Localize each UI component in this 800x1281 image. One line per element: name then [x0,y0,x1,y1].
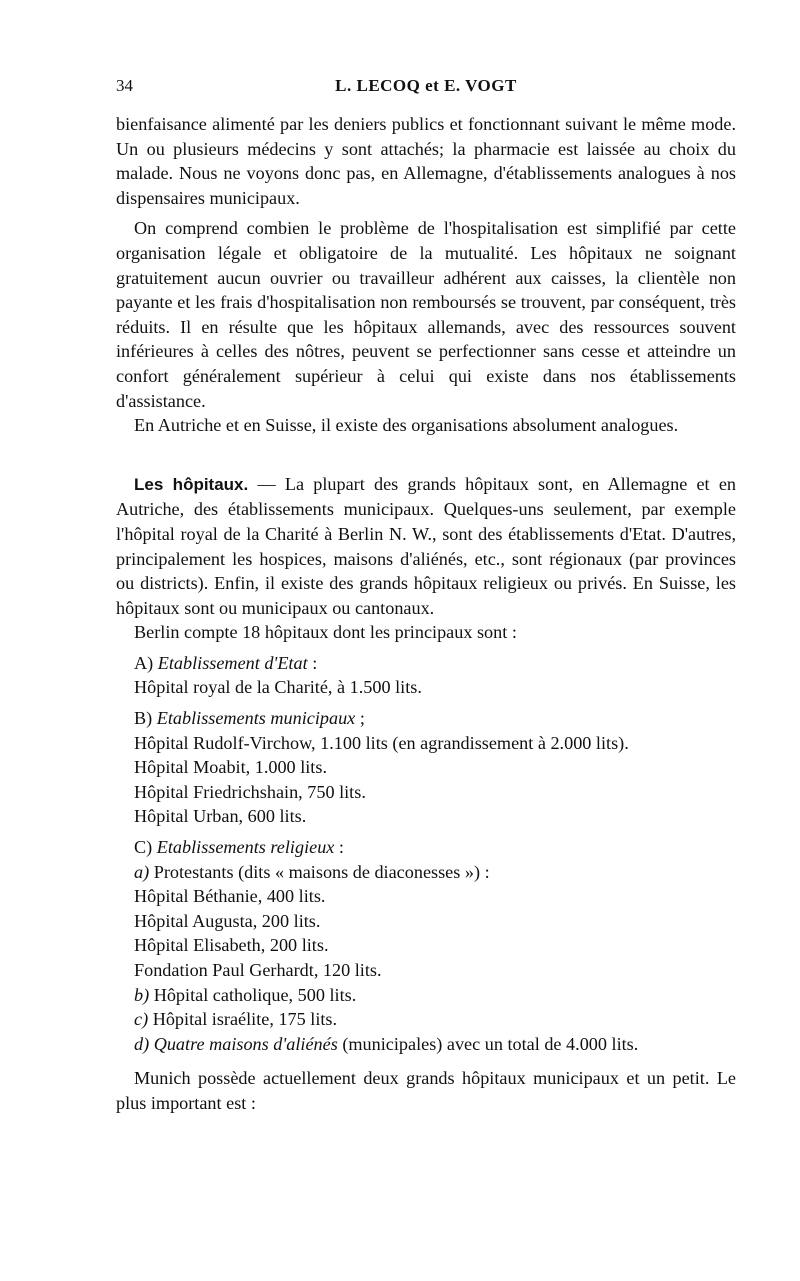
list-c-colon: : [334,837,344,858]
paragraph-berlin: Berlin compte 18 hôpitaux dont les principaux sont : [134,622,517,643]
sub-d-italic: Quatre maisons d'aliénés [153,1033,338,1054]
list-c-title: Etablissements religieux [156,837,335,858]
list-b-heading [134,706,736,731]
sub-c-label: c) [134,1009,149,1030]
list-c-sub-b [134,983,736,1008]
list-item: Hôpital Elisabeth, 200 lits. [134,935,329,956]
list-c [116,835,736,1056]
list-a-heading [134,651,736,676]
sub-a-text: Protestants (dits « maisons de diaconesses ») : [149,861,490,882]
sub-d-text: (municipales) avec un total de 4.000 lits. [337,1033,639,1054]
list-item: Hôpital royal de la Charité, à 1.500 lits. [134,677,422,698]
list-item: Fondation Paul Gerhardt, 120 lits. [134,960,382,980]
list-a-colon: : [307,652,318,673]
list-a-title: Etablissement d'Etat [157,652,308,673]
list-c-label: C) [134,837,153,858]
list-c-sub-d [134,1032,736,1057]
list-a [116,651,736,700]
section-paragraph [116,472,736,621]
list-item: Hôpital Friedrichshain, 750 lits. [134,781,366,802]
list-b-colon: ; [355,708,365,729]
list-b-title: Etablissements municipaux [156,708,356,729]
list-c-sub-a [134,860,736,885]
paragraph-2: On comprend combien le problème de l'hospitalisation est simplifié par cette organisation légale et obligatoire de la mutualité. Les hôpitaux ne soignant gratuitement aucun ouvrier ou travailleur adhérent aux caisses, la clientèle non payante et les frais d'hospitalisation non remboursés se trouvent, par conséquent, très réduits. Il en résulte que les hôpitaux allemands, avec des ressources souvent inférieures à celles des nôtres, peuvent se perfectionner sans cesse et atteindre un confort généralement supérieur à celui qui existe dans nos établissements d'assistance. [116,218,736,411]
list-item: Hôpital Augusta, 200 lits. [134,910,321,931]
list-a-label: A) [134,652,154,673]
running-head: L. LECOQ et E. VOGT [335,76,517,95]
sub-c-text: Hôpital israélite, 175 lits. [148,1009,338,1030]
sub-b-text: Hôpital catholique, 500 lits. [149,984,357,1005]
page-header [116,76,736,102]
sub-d-label: d) [134,1033,150,1054]
page [116,76,736,1116]
paragraph-3: En Autriche et en Suisse, il existe des organisations absolument analogues. [134,415,679,436]
list-item: Hôpital Urban, 600 lits. [134,806,307,827]
list-item: Hôpital Rudolf-Virchow, 1.100 lits (en agrandissement à 2.000 lits). [134,732,629,753]
list-c-sub-c [134,1007,736,1032]
section-text: — La plupart des grands hôpitaux sont, en Allemagne et en Autriche, des établissements municipaux. Quelques-uns seulement, par exemple l'hôpital royal de la Charité à Berlin N. W., sont des établissements d'Etat. D'autres, principalement les hospices, maisons d'aliénés, etc., sont régionaux (par provinces ou districts). Enfin, il existe des grands hôpitaux religieux ou privés. En Suisse, les hôpitaux sont ou municipaux ou cantonaux. [116,473,736,618]
list-b [116,706,736,829]
list-c-heading [134,835,736,860]
paragraph-munich: Munich possède actuellement deux grands hôpitaux municipaux et un petit. Le plus important est : [116,1068,736,1113]
sub-b-label: b) [134,984,150,1005]
section-title: Les hôpitaux. [134,474,249,494]
list-b-label: B) [134,708,153,729]
list-item: Hôpital Moabit, 1.000 lits. [134,757,327,778]
paragraph-1: bienfaisance alimenté par les deniers publics et fonctionnant suivant le même mode. Un ou plusieurs médecins y sont attachés; la pharmacie est laissée au choix du malade. Nous ne voyons donc pas, en Allemagne, d'établissements analogues à nos dispensaires municipaux. [116,114,736,208]
page-body [116,112,736,1116]
list-item: Hôpital Béthanie, 400 lits. [134,886,326,907]
sub-a-label: a) [134,861,150,882]
page-number: 34 [116,76,133,95]
